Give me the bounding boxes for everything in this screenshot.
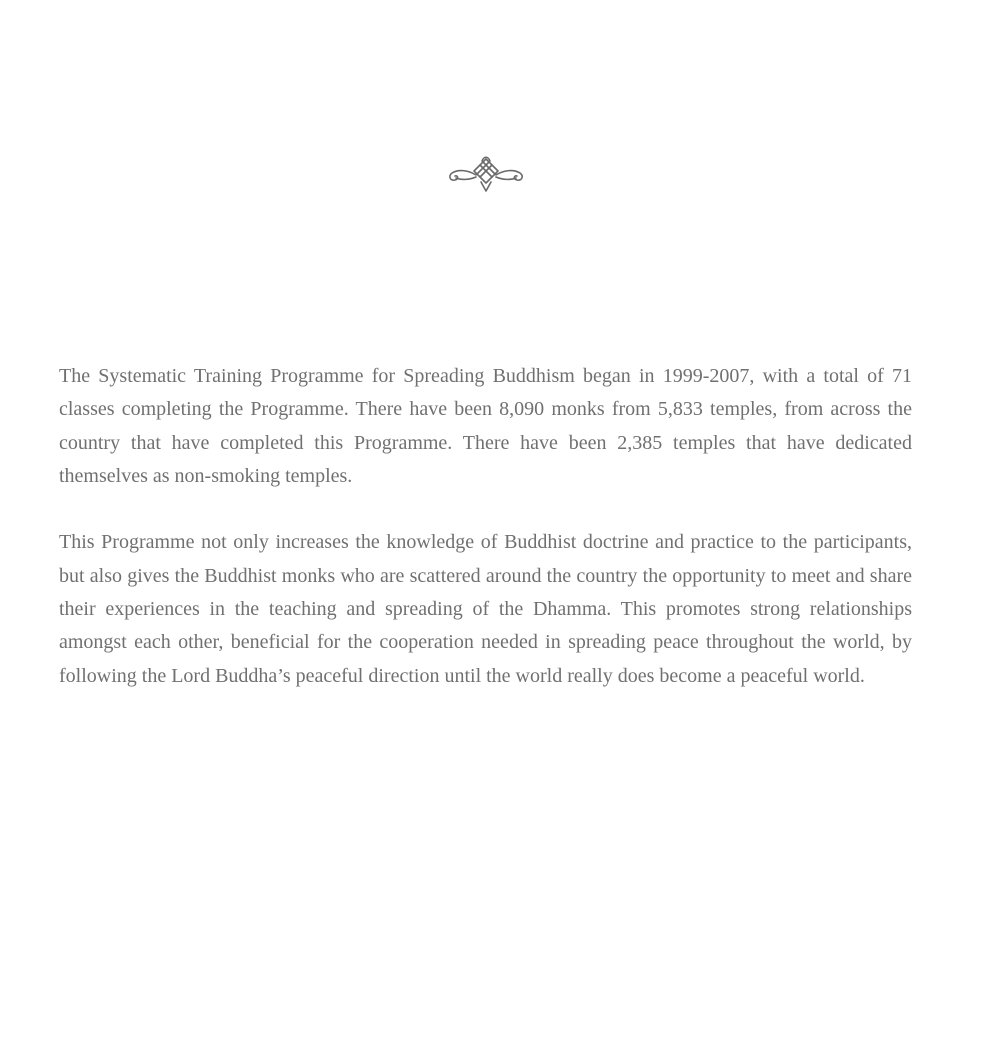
paragraph-programme-statistics: The Systematic Training Programme for Spreading Buddhism began in 1999-2007, with a total of 71 classes completing the Programme. There have been 8,090 monks from 5,833 temples, from across the country that have completed this Programme. There have been 2,385 temples that have dedicated themselves as non-smoking temples.: [59, 365, 912, 487]
paragraph-programme-benefits: This Programme not only increases the knowledge of Buddhist doctrine and practice to the participants, but also gives the Buddhist monks who are scattered around the country the opportunity to meet and share their experiences in the teaching and spreading of the Dhamma. This promotes strong relationships amongst each other, beneficial for the cooperation needed in spreading peace throughout the world, by following the Lord Buddha’s peaceful direction until the world really does become a peaceful world.: [59, 531, 912, 687]
endless-knot-ornament-icon: [446, 155, 526, 197]
body-text: [59, 360, 912, 726]
